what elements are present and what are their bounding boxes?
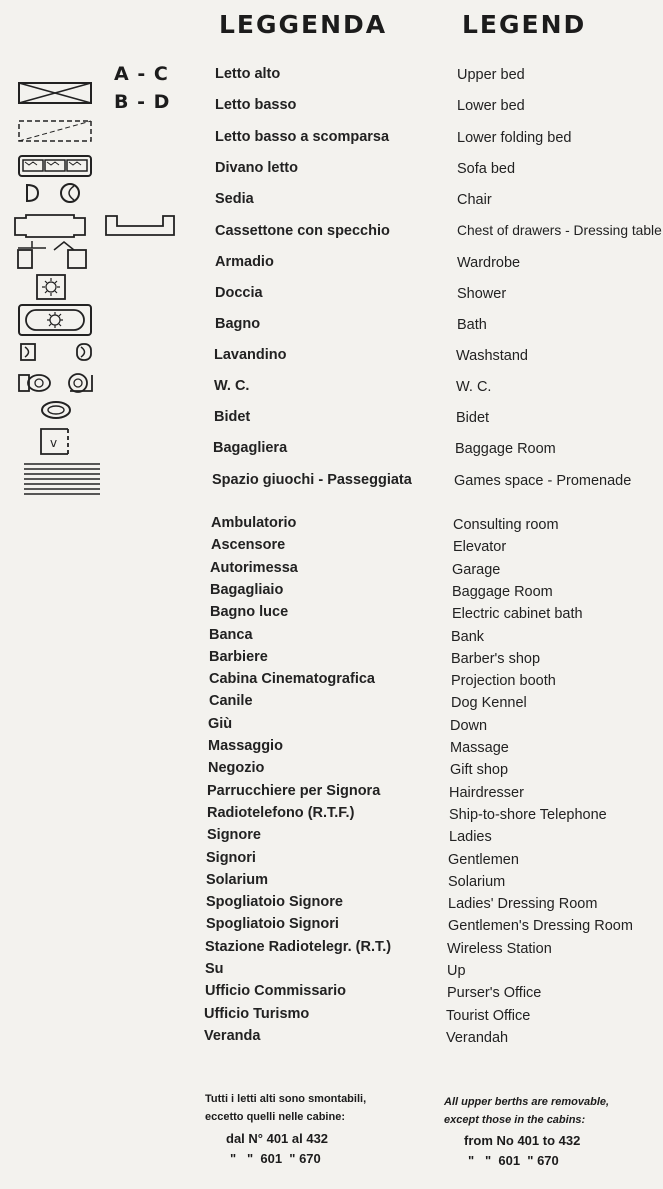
symbol-row-it: Letto alto xyxy=(215,66,281,82)
glossary-term-en: Barber's shop xyxy=(451,650,541,667)
glossary-term-it: Bagagliaio xyxy=(210,581,284,598)
symbol-row-en: Upper bed xyxy=(457,67,525,83)
washstand-icon xyxy=(20,343,96,363)
symbol-row-it: Letto basso xyxy=(215,97,297,113)
symbol-row-it: Divano letto xyxy=(215,160,298,176)
glossary-term-en: Gentlemen xyxy=(448,851,519,868)
glossary-term-it: Spogliatoio Signori xyxy=(206,916,339,933)
symbol-row-it: Doccia xyxy=(215,285,263,301)
symbol-row-it: Bagno xyxy=(215,316,261,332)
symbol-row-en: Lower bed xyxy=(457,98,525,114)
glossary-term-it: Veranda xyxy=(204,1027,261,1044)
glossary-term-it: Solarium xyxy=(206,871,269,888)
footnote-it-range1: dal N° 401 al 432 xyxy=(226,1131,329,1146)
glossary-term-it: Signore xyxy=(207,827,261,844)
footnote-en-line1: All upper berths are removable, xyxy=(444,1096,610,1108)
footnote-it-line2: eccetto quelli nelle cabine: xyxy=(205,1111,345,1123)
glossary-term-it: Canile xyxy=(209,693,253,710)
glossary-term-en: Electric cabinet bath xyxy=(452,606,583,623)
footnote-it-line1: Tutti i letti alti sono smontabili, xyxy=(205,1093,367,1105)
symbol-row-it: Sedia xyxy=(215,191,254,207)
glossary-term-it: Radiotelefono (R.T.F.) xyxy=(207,804,355,821)
glossary-term-it: Negozio xyxy=(208,760,265,777)
symbol-row-it: Armadio xyxy=(215,254,274,270)
bath-icon xyxy=(18,304,92,336)
dresser-icon xyxy=(14,213,86,239)
shower-icon xyxy=(36,274,68,302)
glossary-term-en: Dog Kennel xyxy=(451,695,527,712)
glossary-term-it: Ascensore xyxy=(211,537,286,554)
glossary-term-en: Hairdresser xyxy=(449,784,524,801)
glossary-term-it: Stazione Radiotelegr. (R.T.) xyxy=(205,938,392,955)
glossary-term-it: Banca xyxy=(209,626,253,643)
upper-bed-code: A - C xyxy=(114,63,169,85)
symbol-row-it: Cassettone con specchio xyxy=(215,223,390,239)
glossary-term-en: Solarium xyxy=(448,873,506,890)
footnote-en-line2: except those in the cabins: xyxy=(444,1114,586,1126)
symbol-row-en: Lower folding bed xyxy=(457,130,572,146)
glossary-term-en: Elevator xyxy=(453,539,507,556)
glossary-term-en: Bank xyxy=(451,628,485,645)
symbol-row-it: Letto basso a scomparsa xyxy=(215,129,390,145)
footnote-en-range1: from No 401 to 432 xyxy=(464,1133,581,1148)
glossary-term-en: Gift shop xyxy=(450,762,509,779)
glossary-term-en: Consulting room xyxy=(453,517,559,533)
footnote-it-range2: " " 601 " 670 xyxy=(230,1151,321,1166)
glossary-term-it: Autorimessa xyxy=(210,559,298,576)
glossary-term-en: Massage xyxy=(450,740,509,756)
folding-bed-icon xyxy=(18,120,92,142)
symbol-row-en: Sofa bed xyxy=(457,161,516,177)
glossary-term-en: Wireless Station xyxy=(447,940,552,957)
sofa-bed-icon xyxy=(18,154,92,178)
symbol-row-en: Wardrobe xyxy=(457,255,521,271)
glossary-term-en: Gentlemen's Dressing Room xyxy=(448,918,633,935)
symbol-row-it: W. C. xyxy=(214,378,250,394)
glossary-term-it: Cabina Cinematografica xyxy=(209,671,375,688)
glossary-term-it: Spogliatoio Signore xyxy=(206,894,343,911)
glossary-term-it: Su xyxy=(205,961,224,977)
glossary-term-en: Purser's Office xyxy=(447,985,542,1002)
symbol-row-en: Games space - Promenade xyxy=(454,473,632,489)
baggage-room-icon xyxy=(40,428,74,456)
glossary-term-it: Ufficio Turismo xyxy=(204,1005,310,1022)
footnote-en-range2: " " 601 " 670 xyxy=(468,1153,559,1168)
glossary-term-it: Ufficio Commissario xyxy=(205,983,346,1000)
bidet-icon xyxy=(40,400,72,420)
glossary-term-en: Garage xyxy=(452,561,501,578)
symbol-row-it: Spazio giuochi - Passeggiata xyxy=(212,472,412,488)
symbol-row-en: Bidet xyxy=(456,410,490,426)
glossary-term-en: Projection booth xyxy=(451,673,556,690)
glossary-term-it: Parrucchiere per Signora xyxy=(207,782,381,799)
symbol-row-en: Chair xyxy=(457,192,492,208)
glossary-term-it: Ambulatorio xyxy=(211,515,297,531)
wc-icon xyxy=(18,372,96,394)
symbol-row-en: Chest of drawers - Dressing table xyxy=(457,223,662,238)
glossary-term-en: Up xyxy=(447,963,466,979)
glossary-term-en: Down xyxy=(450,717,488,734)
legend-title-english: LEGEND xyxy=(462,10,587,39)
glossary-term-it: Bagno luce xyxy=(210,604,289,621)
lower-bed-code: B - D xyxy=(114,91,171,113)
glossary-term-en: Baggage Room xyxy=(452,583,553,600)
glossary-term-it: Massaggio xyxy=(208,738,283,754)
upper-bed-icon xyxy=(18,82,92,104)
symbol-row-en: Baggage Room xyxy=(455,441,556,457)
glossary-term-it: Giù xyxy=(208,715,233,732)
chair-icon xyxy=(24,182,84,204)
dressing-table-icon xyxy=(105,215,175,237)
glossary-term-en: Tourist Office xyxy=(446,1007,531,1024)
symbol-row-it: Lavandino xyxy=(214,347,287,363)
promenade-icon xyxy=(24,462,100,496)
symbol-row-en: Washstand xyxy=(456,348,528,364)
symbol-row-en: Bath xyxy=(457,317,487,333)
glossary-term-en: Ladies' Dressing Room xyxy=(448,896,598,913)
wardrobe-icon xyxy=(14,240,90,270)
symbol-row-en: Shower xyxy=(457,286,507,302)
symbol-row-it: Bagagliera xyxy=(213,440,288,456)
svg-text:v: v xyxy=(50,436,58,450)
glossary-term-en: Ship-to-shore Telephone xyxy=(449,806,607,823)
glossary-term-en: Verandah xyxy=(446,1029,509,1046)
legend-title-italian: LEGGENDA xyxy=(219,10,388,39)
symbol-row-it: Bidet xyxy=(214,409,251,425)
symbol-row-en: W. C. xyxy=(456,379,492,395)
glossary-term-it: Barbiere xyxy=(209,648,268,665)
glossary-term-en: Ladies xyxy=(449,829,492,846)
glossary-term-it: Signori xyxy=(206,849,256,866)
